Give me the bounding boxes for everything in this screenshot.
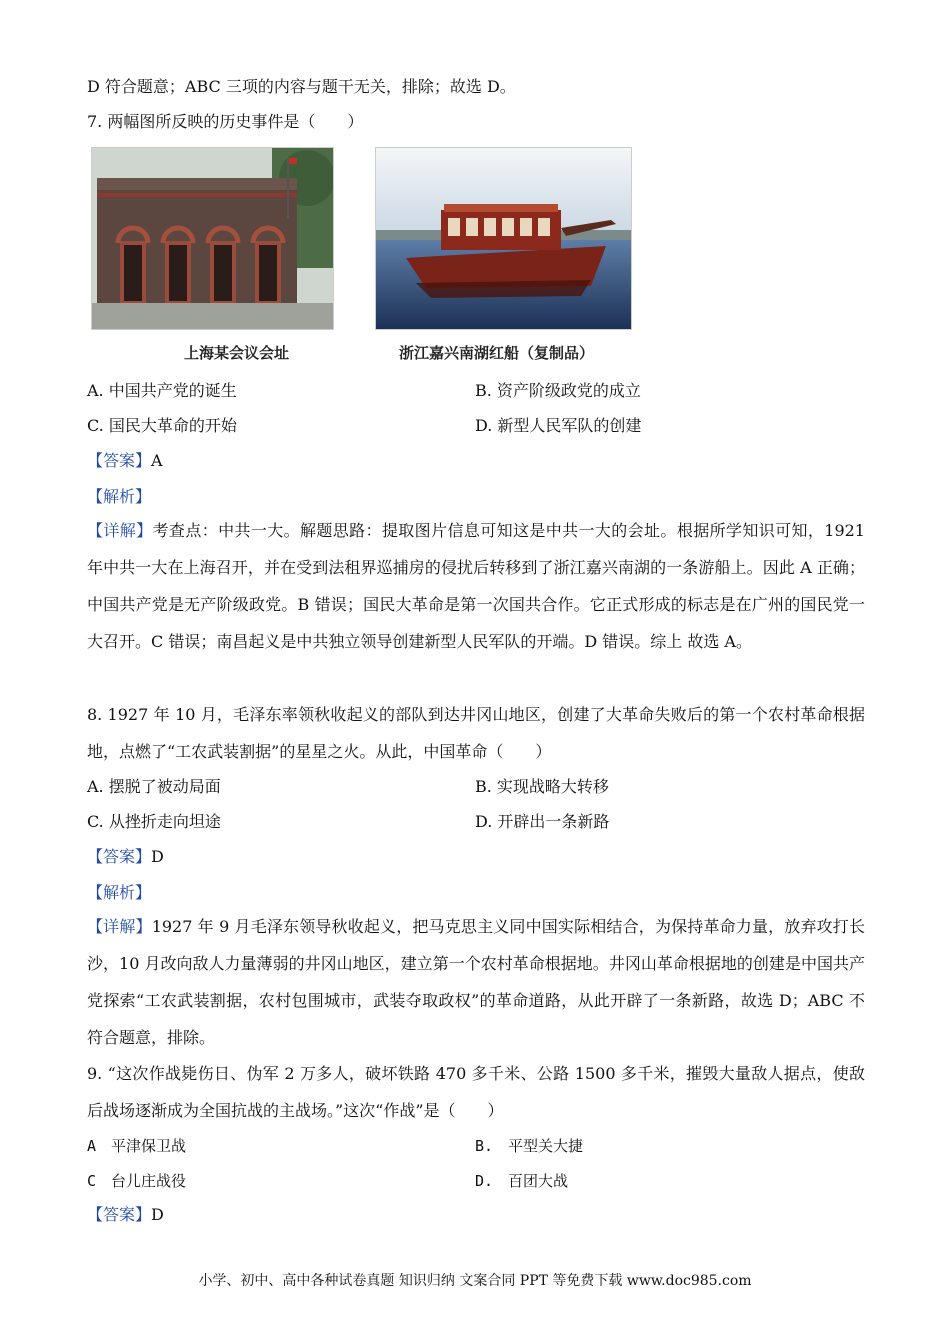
answer-tag: 【答案】 [87,1205,152,1224]
building-photo-icon [92,148,333,329]
q7-option-d[interactable]: D. 新型人民军队的创建 [475,416,642,435]
q8-option-c[interactable]: C. 从挫折走向坦途 [87,812,221,831]
q8-option-b[interactable]: B. 实现战略大转移 [475,777,609,796]
q8-option-d[interactable]: D. 开辟出一条新路 [475,812,610,831]
q9-option-d[interactable]: D. 百团大战 [475,1172,569,1190]
detail-tag: 【详解】 [87,917,152,936]
detail-text: 考查点：中共一大。解题思路：提取图片信息可知这是中共一大的会址。根据所学知识可知，1921 年中共一大在上海召开，并在受到法租界巡捕房的侵扰后转移到了浙江嘉兴南湖的一条游船上。因此 A 正确；中国共产党是无产阶级政党。B 错误；国民大革命是第一次国共合作。它正式形成的标志是在广州的国民党一大召开。C 错误；南昌起义是中共独立领导创建新型人民军队的开端。D 错误。综上 故选 A。 [87,521,865,651]
red-boat-photo [375,147,632,330]
intro-line: D 符合题意；ABC 三项的内容与题干无关，排除；故选 D。 [87,77,516,96]
q9-option-a[interactable]: A 平津保卫战 [87,1137,187,1155]
q7-detail [87,512,865,660]
q9-answer [87,1204,164,1226]
detail-text: 1927 年 9 月毛泽东领导秋收起义，把马克思主义同中国实际相结合，为保持革命力量，放弃攻打长沙，10 月改向敌人力量薄弱的井冈山地区，建立第一个农村革命根据地。井冈山革命根据地的创建是中国共产党探索“工农武装割据，农村包围城市，武装夺取政权”的革命道路，从此开辟了一条新路，故选 D；ABC 不符合题意，排除。 [87,917,865,1047]
q9-stem: 9. “这次作战毙伤日、伪军 2 万多人，破坏铁路 470 多千米、公路 1500 多千米，摧毁大量敌人据点，使敌后战场逐渐成为全国抗战的主战场。”这次“作战”是（ ） [87,1064,865,1120]
q8-analysis-tag: 【解析】 [87,883,152,902]
q7-option-b[interactable]: B. 资产阶级政党的成立 [475,381,641,400]
meeting-site-photo [91,147,334,330]
q7-answer [87,450,163,472]
q7-option-c[interactable]: C. 国民大革命的开始 [87,416,237,435]
answer-tag: 【答案】 [87,847,152,866]
answer-tag: 【答案】 [87,451,152,470]
q8-option-a[interactable]: A. 摆脱了被动局面 [87,777,221,796]
q9-option-c[interactable]: C 台儿庄战役 [87,1172,187,1190]
q7-stem: 7. 两幅图所反映的历史事件是（ ） [87,112,364,131]
q7-option-a[interactable]: A. 中国共产党的诞生 [87,381,237,400]
q8-detail [87,908,865,1056]
boat-photo-icon [376,148,631,329]
answer-value: A [151,451,163,470]
answer-value: D [151,1205,164,1224]
image-caption-2: 浙江嘉兴南湖红船（复制品） [399,344,595,362]
q7-analysis-tag: 【解析】 [87,487,152,506]
image-caption-1: 上海某会议会址 [184,344,290,362]
detail-tag: 【详解】 [87,521,153,540]
q8-answer [87,846,164,868]
page-footer[interactable]: 小学、初中、高中各种试卷真题 知识归纳 文案合同 PPT 等免费下载 www.doc985.com [198,1273,752,1289]
q9-option-b[interactable]: B. 平型关大捷 [475,1137,584,1155]
q8-stem: 8. 1927 年 10 月，毛泽东率领秋收起义的部队到达井冈山地区，创建了大革命失败后的第一个农村革命根据地，点燃了“工农武装割据”的星星之火。从此，中国革命（ ） [87,705,865,761]
answer-value: D [151,847,164,866]
